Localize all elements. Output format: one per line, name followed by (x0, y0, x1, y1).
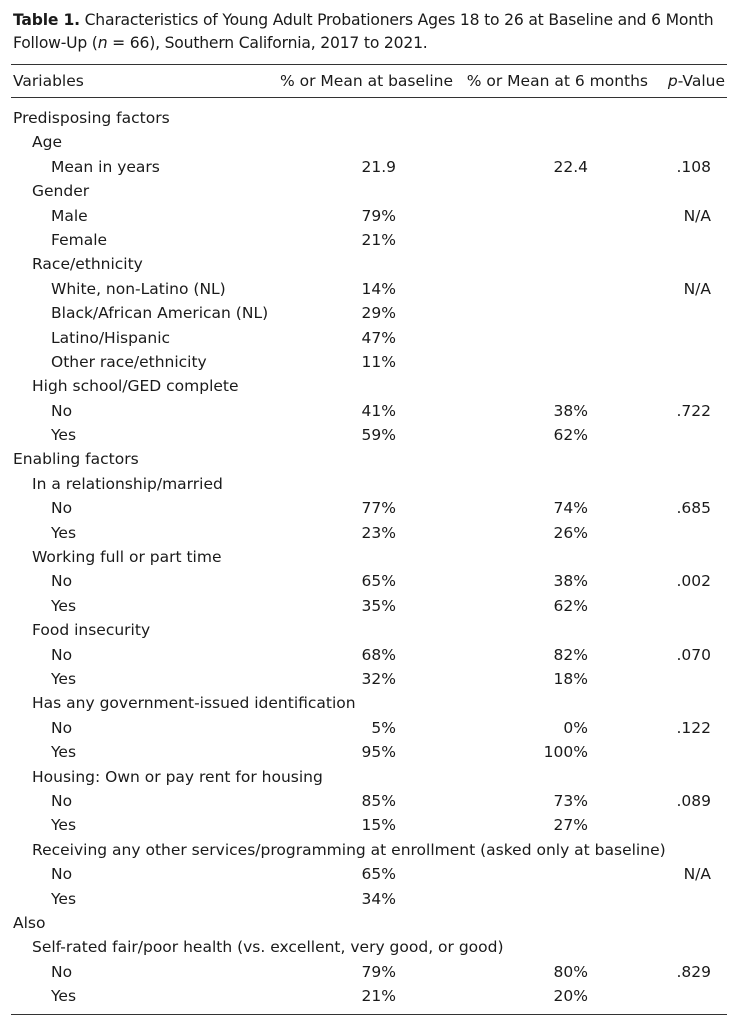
baseline-value: 29% (361, 304, 396, 323)
baseline-value: 79% (361, 206, 396, 225)
p-value: .089 (676, 791, 711, 810)
table-row (0, 301, 738, 325)
row-label: Working full or part time (32, 548, 222, 567)
row-label: White, non-Latino (NL) (51, 279, 226, 298)
table-row (0, 155, 738, 179)
group-row (0, 472, 738, 496)
table-row (0, 643, 738, 667)
p-value: .108 (676, 157, 711, 176)
group-row (0, 252, 738, 276)
table-row (0, 667, 738, 691)
table-row (0, 887, 738, 911)
row-label: Yes (51, 816, 77, 835)
baseline-value: 79% (361, 962, 396, 981)
row-label: Housing: Own or pay rent for housing (32, 767, 323, 786)
six-month-value: 82% (553, 645, 588, 664)
row-label: Black/African American (NL) (51, 304, 269, 323)
six-month-value: 73% (553, 791, 588, 810)
row-label: Yes (51, 669, 77, 688)
header-variables: Variables (13, 72, 84, 90)
row-label: No (51, 572, 73, 591)
baseline-value: 21% (361, 230, 396, 249)
row-label: Yes (51, 426, 77, 445)
row-label: Gender (32, 182, 90, 201)
row-label: Food insecurity (32, 621, 151, 640)
table-row (0, 228, 738, 252)
table-row (0, 813, 738, 837)
row-label: Yes (51, 523, 77, 542)
section-row (0, 447, 738, 471)
group-row (0, 935, 738, 959)
p-value: N/A (683, 865, 711, 884)
baseline-value: 21.9 (361, 157, 396, 176)
baseline-value: 85% (361, 791, 396, 810)
row-label: Enabling factors (13, 450, 139, 469)
six-month-value: 80% (553, 962, 588, 981)
table-row (0, 277, 738, 301)
six-month-value: 0% (563, 718, 588, 737)
p-value: N/A (683, 279, 711, 298)
table-row (0, 569, 738, 593)
row-label: Male (51, 206, 88, 225)
section-row (0, 106, 738, 130)
table-row (0, 399, 738, 423)
row-label: No (51, 401, 73, 420)
section-row (0, 911, 738, 935)
baseline-value: 34% (361, 889, 396, 908)
row-label: Yes (51, 596, 77, 615)
baseline-value: 77% (361, 499, 396, 518)
header-six-months: % or Mean at 6 months (466, 72, 648, 90)
six-month-value: 62% (553, 426, 588, 445)
six-month-value: 38% (553, 572, 588, 591)
row-label: No (51, 865, 73, 884)
table-row (0, 521, 738, 545)
row-label: Self-rated fair/poor health (vs. excellent, very good, or good) (32, 938, 504, 957)
p-value: .122 (676, 718, 711, 737)
header-p-value (668, 70, 725, 92)
table-row (0, 423, 738, 447)
six-month-value: 18% (553, 669, 588, 688)
baseline-value: 11% (361, 352, 396, 371)
row-label: No (51, 962, 73, 981)
p-value: N/A (683, 206, 711, 225)
group-row (0, 545, 738, 569)
six-month-value: 38% (553, 401, 588, 420)
table-row (0, 594, 738, 618)
table-row (0, 496, 738, 520)
p-value: .685 (676, 499, 711, 518)
six-month-value: 26% (553, 523, 588, 542)
row-label: No (51, 791, 73, 810)
caption-text-start: Characteristics of Young Adult Probationers Ages 18 to 26 at Baseline and 6 Month Follow-Up ( (13, 11, 714, 52)
six-month-value: 100% (543, 743, 588, 762)
table-row (0, 862, 738, 886)
row-label: Race/ethnicity (32, 255, 143, 274)
group-row (0, 179, 738, 203)
group-row (0, 374, 738, 398)
table-row (0, 716, 738, 740)
row-label: Latino/Hispanic (51, 328, 171, 347)
six-month-value: 74% (553, 499, 588, 518)
row-label: Yes (51, 987, 77, 1006)
header-p-rest: -Value (677, 72, 725, 90)
baseline-value: 65% (361, 865, 396, 884)
row-label: Has any government-issued identification (32, 694, 356, 713)
baseline-value: 14% (361, 279, 396, 298)
caption-text-end: = 66), Southern California, 2017 to 2021. (107, 34, 428, 52)
group-row (0, 618, 738, 642)
baseline-value: 32% (361, 669, 396, 688)
header-baseline: % or Mean at baseline (279, 72, 453, 90)
row-label: No (51, 645, 73, 664)
row-label: Age (32, 133, 62, 152)
table-label: Table 1. (13, 11, 80, 29)
table-row (0, 789, 738, 813)
row-label: Also (13, 913, 46, 932)
header-p-italic: p (667, 72, 678, 90)
table-row (0, 740, 738, 764)
table-row (0, 960, 738, 984)
p-value: .002 (676, 572, 711, 591)
p-value: .070 (676, 645, 711, 664)
table-row (0, 984, 738, 1008)
group-row (0, 765, 738, 789)
table-row (0, 204, 738, 228)
six-month-value: 27% (553, 816, 588, 835)
row-label: Yes (51, 889, 77, 908)
row-label: Female (51, 230, 108, 249)
baseline-value: 5% (371, 718, 396, 737)
baseline-value: 41% (361, 401, 396, 420)
baseline-value: 21% (361, 987, 396, 1006)
table-top-rule (11, 64, 727, 65)
row-label: Receiving any other services/programming at enrollment (asked only at baseline) (32, 840, 666, 859)
baseline-value: 47% (361, 328, 396, 347)
table-caption (13, 9, 728, 55)
baseline-value: 95% (361, 743, 396, 762)
table-row (0, 326, 738, 350)
table-body (0, 106, 738, 1008)
baseline-value: 35% (361, 596, 396, 615)
row-label: High school/GED complete (32, 377, 239, 396)
baseline-value: 23% (361, 523, 396, 542)
baseline-value: 15% (361, 816, 396, 835)
row-label: Mean in years (51, 157, 160, 176)
row-label: Yes (51, 743, 77, 762)
group-row (0, 130, 738, 154)
caption-n-variable: n (97, 34, 108, 52)
p-value: .722 (676, 401, 711, 420)
six-month-value: 62% (553, 596, 588, 615)
group-row (0, 838, 738, 862)
baseline-value: 59% (361, 426, 396, 445)
header-bottom-rule (11, 97, 727, 98)
group-row (0, 691, 738, 715)
row-label: No (51, 718, 73, 737)
six-month-value: 20% (553, 987, 588, 1006)
row-label: No (51, 499, 73, 518)
table-bottom-rule (11, 1014, 727, 1015)
six-month-value: 22.4 (553, 157, 588, 176)
table-row (0, 350, 738, 374)
row-label: Other race/ethnicity (51, 352, 207, 371)
p-value: .829 (676, 962, 711, 981)
baseline-value: 65% (361, 572, 396, 591)
row-label: Predisposing factors (13, 109, 170, 127)
baseline-value: 68% (361, 645, 396, 664)
row-label: In a relationship/married (32, 474, 223, 493)
